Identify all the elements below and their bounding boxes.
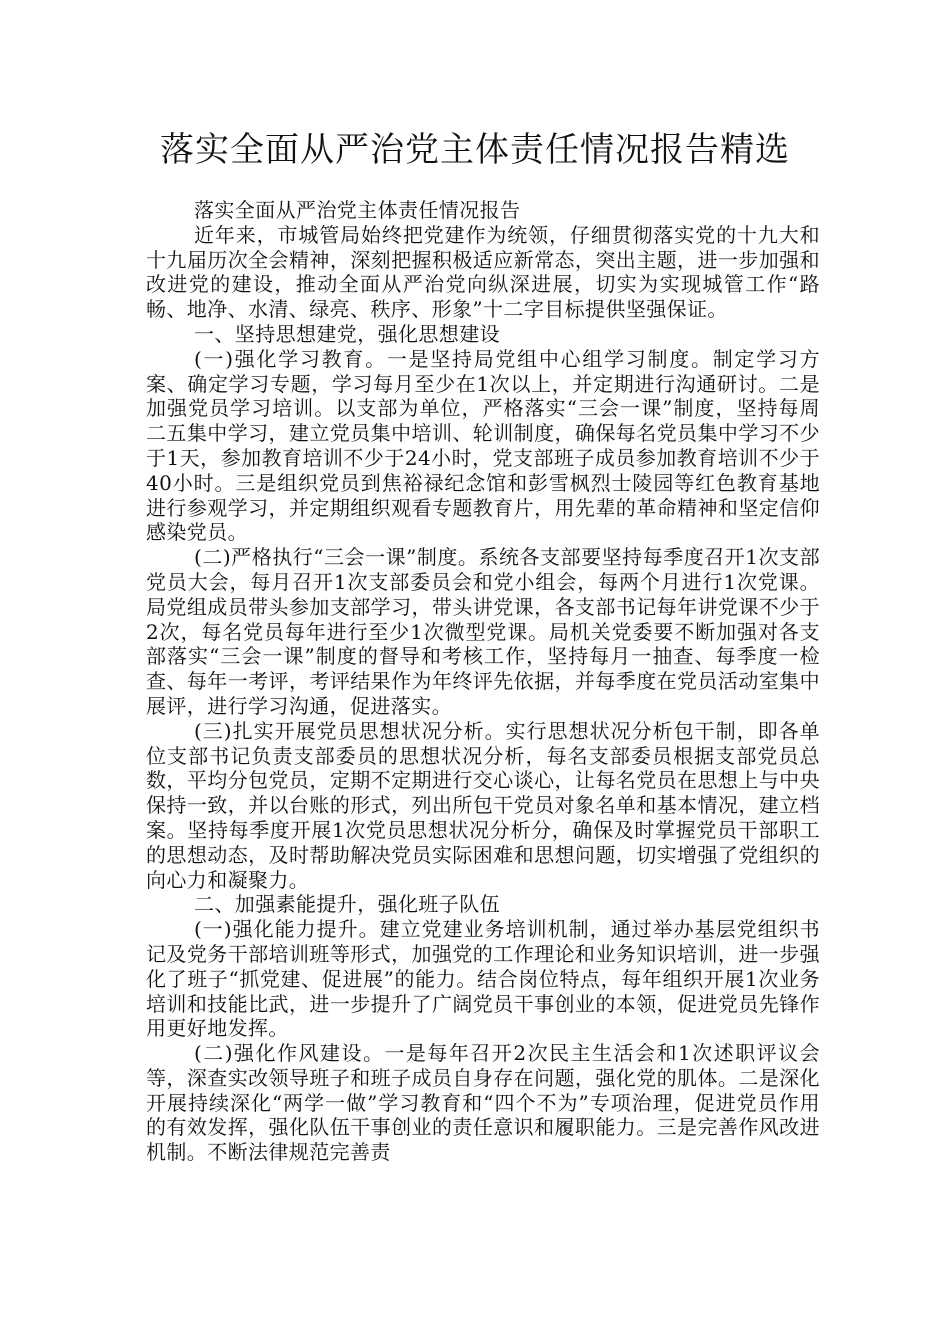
document-title: 落实全面从严治党主体责任情况报告精选 — [160, 130, 790, 170]
paragraph-1-2: (二)严格执行“三会一课”制度。系统各支部要坚持每季度召开1次支部党员大会，每月召开1次支部委员会和党小组会，每两个月进行1次党课。局党组成员带头参加支部学习，带头讲党课，各支部书记每年讲党课不少于2次，每名党员每年进行至少1次微型党课。局机关党委要不断加强对各支部落实“三会一课”制度的督导和考核工作，坚持每月一抽查、每季度一检查、每年一考评，考评结果作为年终评先依据，并每季度在党员活动室集中展评，进行学习沟通，促进落实。 — [146, 545, 820, 718]
paragraph-2-2: (二)强化作风建设。一是每年召开2次民主生活会和1次述职评议会等，深查实改领导班子和班子成员自身存在问题，强化党的肌体。二是深化开展持续深化“两学一做”学习教育和“四个不为”专项治理，促进党员作用的有效发挥，强化队伍干事创业的责任意识和履职能力。三是完善作风改进机制。不断法律规范完善责 — [146, 1041, 820, 1165]
section-heading-2: 二、加强素能提升，强化班子队伍 — [194, 892, 500, 917]
report-subtitle: 落实全面从严治党主体责任情况报告 — [194, 198, 521, 222]
document-body — [146, 198, 820, 1165]
paragraph-1-3: (三)扎实开展党员思想状况分析。实行思想状况分析包干制，即各单位支部书记负责支部委员的思想状况分析，每名支部委员根据支部党员总数，平均分包党员，定期不定期进行交心谈心，让每名党员在思想上与中央保持一致，并以台账的形式，列出所包干党员对象名单和基本情况，建立档案。坚持每季度开展1次党员思想状况分析分，确保及时掌握党员干部职工的思想动态，及时帮助解决党员实际困难和思想问题，切实增强了党组织的向心力和凝聚力。 — [146, 718, 820, 892]
intro-paragraph: 近年来，市城管局始终把党建作为统领，仔细贯彻落实党的十九大和十九届历次全会精神，深刻把握积极适应新常态，突出主题，进一步加强和改进党的建设，推动全面从严治党向纵深进展，切实为实现城管工作“路畅、地净、水清、绿亮、秩序、形象”十二字目标提供坚强保证。 — [146, 222, 820, 322]
paragraph-1-1: (一)强化学习教育。一是坚持局党组中心组学习制度。制定学习方案、确定学习专题，学习每月至少在1次以上，并定期进行沟通研讨。二是加强党员学习培训。以支部为单位，严格落实“三会一课”制度，坚持每周二五集中学习，建立党员集中培训、轮训制度，确保每名党员集中学习不少于1天，参加教育培训不少于24小时，党支部班子成员参加教育培训不少于40小时。三是组织党员到焦裕禄纪念馆和彭雪枫烈士陵园等红色教育基地进行参观学习，并定期组织观看专题教育片，用先辈的革命精神和坚定信仰感染党员。 — [146, 346, 820, 545]
section-heading-1: 一、坚持思想建党，强化思想建设 — [194, 321, 500, 346]
paragraph-2-1: (一)强化能力提升。建立党建业务培训机制，通过举办基层党组织书记及党务干部培训班等形式，加强党的工作理论和业务知识培训，进一步强化了班子“抓党建、促进展”的能力。结合岗位特点，每年组织开展1次业务培训和技能比武，进一步提升了广阔党员干事创业的本领，促进党员先锋作用更好地发挥。 — [146, 917, 820, 1041]
